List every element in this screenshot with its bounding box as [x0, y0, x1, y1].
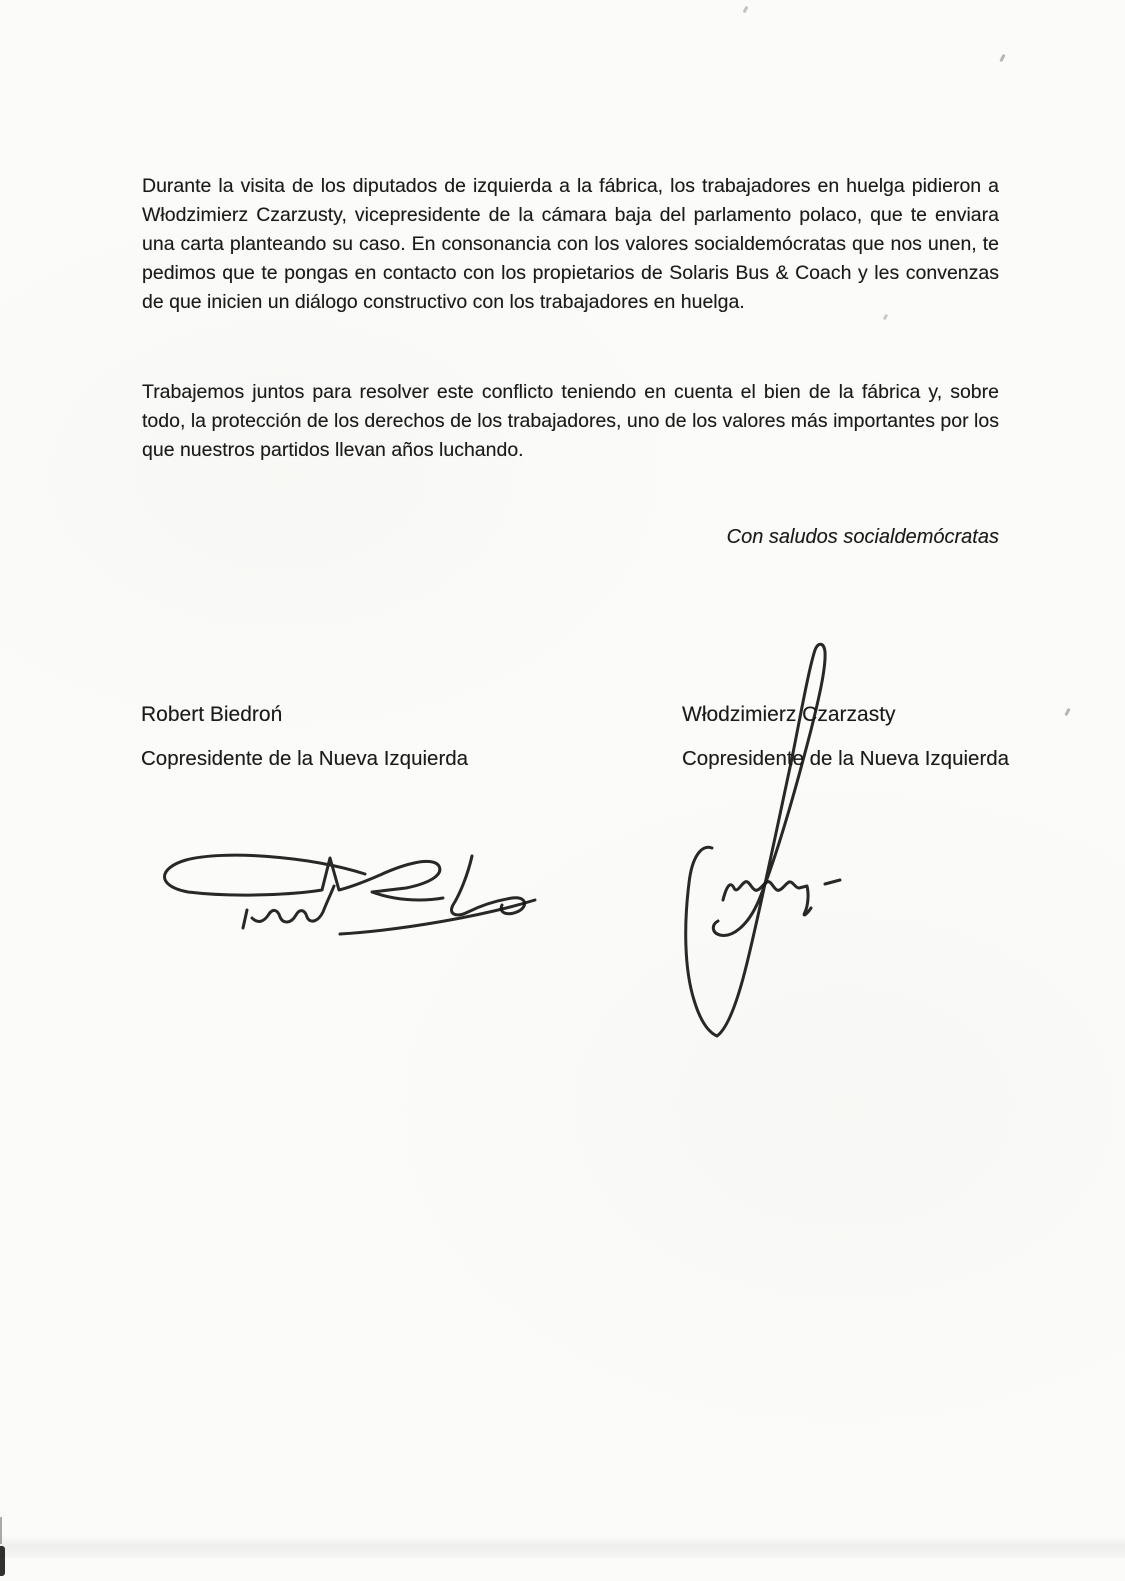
signature-wlodzimierz-czarzasty [668, 638, 863, 1046]
scan-artifact-speck [883, 314, 888, 321]
scan-artifact-edge-mark [0, 1546, 5, 1576]
scan-artifact-speck [743, 6, 749, 14]
scan-artifact-bottom-band [0, 1536, 1125, 1558]
letter-paragraph-1: Durante la visita de los diputados de izquierda a la fábrica, los trabajadores en huelga pidieron a Włodzimierz Czarzusty, vicepresidente de la cámara baja del parlamento polaco, que te enviara una carta planteando su caso. En consonancia con los valores socialdemócratas que nos unen, te pedimos que te pongas en contacto con los propietarios de Solaris Bus & Coach y les convenzas de que inicien un diálogo constructivo con los trabajadores en huelga. [142, 175, 999, 313]
signatory-name-robert-biedron: Robert Biedroń [141, 703, 283, 726]
signatory-title-robert-biedron: Copresidente de la Nueva Izquierda [141, 747, 469, 770]
signature-robert-biedron [148, 842, 543, 942]
signatory-title-wlodzimierz-czarzasty: Copresidente de la Nueva Izquierda [682, 747, 1010, 770]
scan-artifact-edge-faint [0, 1517, 2, 1544]
scan-artifact-speck [1064, 708, 1070, 716]
closing-salutation: Con saludos socialdemócratas [726, 526, 999, 548]
letter-paragraph-2: Trabajemos juntos para resolver este conflicto teniendo en cuenta el bien de la fábrica y, sobre todo, la protección de los derechos de los trabajadores, uno de los valores más importantes por los que nuestros partidos llevan años luchando. [142, 381, 999, 461]
signatory-name-wlodzimierz-czarzasty: Włodzimierz Czarzasty [682, 703, 896, 726]
scan-artifact-speck [999, 54, 1005, 62]
